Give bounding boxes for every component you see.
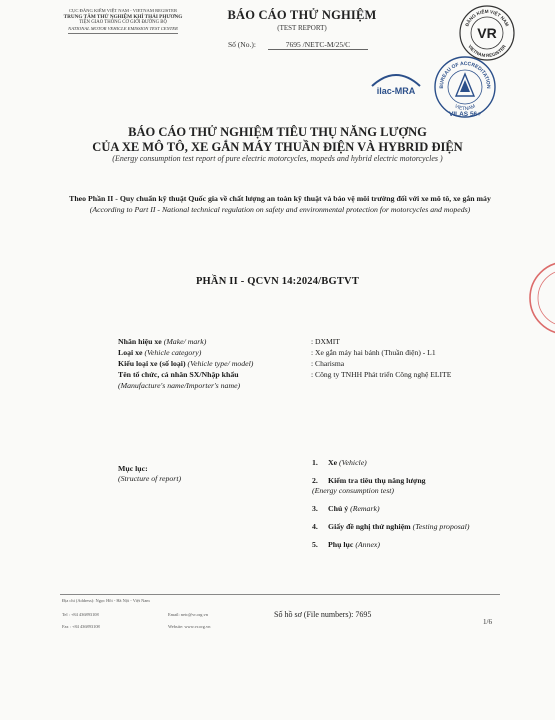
footer-email: Email: netc@vr.org.vn xyxy=(168,612,208,617)
regulation-basis-en: (According to Part II - National technical regulation on safety and environmental protection for motorcycles and mopeds) xyxy=(89,205,471,214)
vilas-accreditation-seal xyxy=(432,54,498,120)
toc-item-title: Chú ý xyxy=(328,504,349,513)
red-stamp-partial xyxy=(526,258,555,338)
toc-label-vi: Mục lục: xyxy=(118,464,148,473)
agency-line-3: TIỆN GIAO THÔNG CƠ GIỚI ĐƯỜNG BỘ xyxy=(79,20,167,25)
category-value: : Xe gắn máy hai bánh (Thuần điện) - L1 xyxy=(311,348,436,357)
toc-item xyxy=(312,522,469,531)
report-number-label: Số (No.): xyxy=(228,40,256,49)
vilas-code: VILAS 56+ xyxy=(449,111,481,118)
make-label-en: (Make/ mark) xyxy=(163,337,207,346)
model-label: Kiểu loại xe (số loại) xyxy=(118,359,186,368)
make-label: Nhãn hiệu xe xyxy=(118,337,162,346)
manufacturer-label-en: (Manufacture's name/Importer's name) xyxy=(118,381,241,390)
agency-line-1: CỤC ĐĂNG KIỂM VIỆT NAM - VIETNAM REGISTER xyxy=(68,8,178,13)
main-title-line-2: CỦA XE MÔ TÔ, XE GẮN MÁY THUẦN ĐIỆN VÀ HYBRID ĐIỆN xyxy=(92,139,463,154)
toc-item xyxy=(312,458,469,467)
regulation-basis-vi: Theo Phần II - Quy chuẩn kỹ thuật Quốc gia về chất lượng an toàn kỹ thuật và bảo vệ môi trường đối với xe mô tô, xe gắn máy xyxy=(69,194,491,203)
manufacturer-value: : Công ty TNHH Phát triển Công nghệ ELITE xyxy=(311,370,452,379)
toc-item xyxy=(312,504,469,513)
report-number xyxy=(228,40,368,50)
main-title-english: (Energy consumption test report of pure electric motorcycles, mopeds and hybrid electric motorcycles ) xyxy=(112,154,443,163)
toc-label xyxy=(118,464,181,484)
report-number-value: 7695 /NETC-M/25/C xyxy=(268,40,368,50)
footer-divider xyxy=(60,594,500,595)
footer-tel: Tel : +84 436893108 xyxy=(62,612,99,617)
ilac-mra-mark xyxy=(368,68,424,102)
agency-line-4: NATIONAL MOTOR VEHICLE EMISSION TEST CENTER xyxy=(68,26,178,31)
table-of-contents xyxy=(312,458,469,558)
regulation-basis xyxy=(60,194,500,215)
agency-underline xyxy=(68,33,178,34)
agency-line-2: TRUNG TÂM THỬ NGHIỆM KHÍ THẢI PHƯƠNG xyxy=(63,14,183,20)
toc-item-number: 1. xyxy=(312,458,318,467)
file-number: Số hồ sơ (File numbers): 7695 xyxy=(274,610,372,619)
ilac-text: ilac-MRA xyxy=(376,86,416,96)
seal-vr-bottom-text: VIETNAM REGISTER xyxy=(467,43,507,59)
toc-item-title-en: (Energy consumption test) xyxy=(312,486,394,495)
make-value: : DXMIT xyxy=(311,337,340,346)
report-title-en: (TEST REPORT) xyxy=(277,24,327,32)
issuing-agency-block xyxy=(38,8,208,35)
manufacturer-label: Tên tổ chức, cá nhân SX/Nhập khẩu xyxy=(118,370,239,379)
footer-address: Địa chỉ (Address): Ngọc Hồi - Hà Nội - Việt Nam xyxy=(62,598,150,603)
toc-item-number: 3. xyxy=(312,504,318,513)
seal-vr-top-text: ĐĂNG KIỂM VIỆT NAM xyxy=(464,8,510,28)
page-number: 1/6 xyxy=(483,618,492,626)
model-value: : Charisma xyxy=(311,359,345,368)
footer-website: Website: www.vr.org.vn xyxy=(168,624,211,629)
vr-logo: VR xyxy=(477,25,497,41)
toc-item xyxy=(312,476,469,495)
seal-vilas-country: VIETNAM xyxy=(453,103,477,113)
model-label-en: (Vehicle type/ model) xyxy=(187,359,254,368)
toc-item-number: 2. xyxy=(312,476,318,485)
footer-fax: Fax : +84 436893108 xyxy=(62,624,100,629)
report-heading xyxy=(222,8,382,32)
main-title-line-1: BÁO CÁO THỬ NGHIỆM TIÊU THỤ NĂNG LƯỢNG xyxy=(128,125,427,139)
toc-item-title: Phụ lục xyxy=(328,540,354,549)
toc-item-title: Kiểm tra tiêu thụ năng lượng xyxy=(328,476,426,485)
report-title: BÁO CÁO THỬ NGHIỆM xyxy=(227,8,377,22)
toc-item-number: 5. xyxy=(312,540,318,549)
seal-vilas-text: BUREAU OF ACCREDITATION xyxy=(438,60,492,89)
category-label-en: (Vehicle category) xyxy=(144,348,202,357)
toc-item-title-en: (Remark) xyxy=(350,504,380,513)
toc-item xyxy=(312,540,469,549)
toc-item-title: Giấy đề nghị thử nghiệm xyxy=(328,522,411,531)
toc-label-en: (Structure of report) xyxy=(118,474,182,483)
toc-item-number: 4. xyxy=(312,522,318,531)
part-heading: PHẦN II - QCVN 14:2024/BGTVT xyxy=(195,276,360,287)
toc-item-title: Xe xyxy=(328,458,338,467)
main-title xyxy=(0,125,555,154)
toc-item-title-en: (Annex) xyxy=(355,540,380,549)
toc-item-title-en: (Testing proposal) xyxy=(412,522,470,531)
toc-item-title-en: (Vehicle) xyxy=(339,458,367,467)
category-label: Loại xe xyxy=(118,348,143,357)
